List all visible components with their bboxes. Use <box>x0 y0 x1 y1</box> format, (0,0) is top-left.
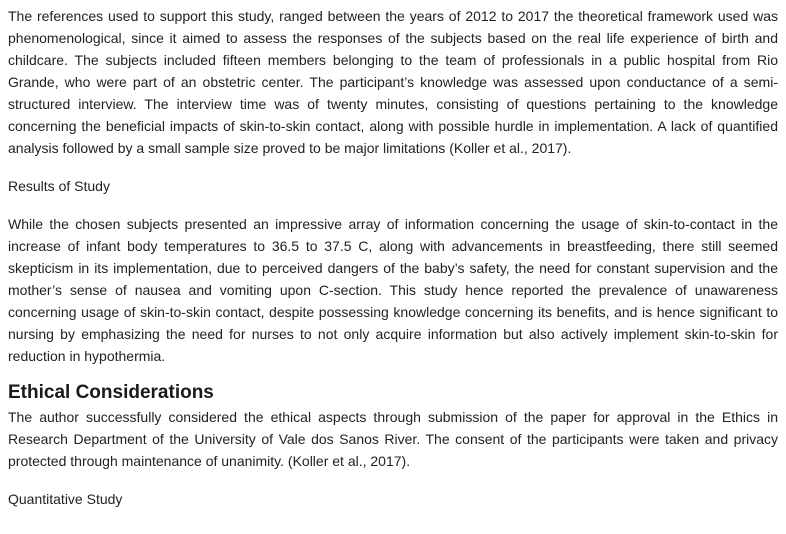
methodology-paragraph: The references used to support this study, ranged between the years of 2012 to 2017 the theoretical framework used was phenomenological, since it aimed to assess the responses of the subjects based on the real life experience of birth and childcare. The subjects included fifteen members belonging to the team of professionals in a public hospital from Rio Grande, who were part of an obstetric center. The participant’s knowledge was assessed upon conductance of a semi-structured interview. The interview time was of twenty minutes, consisting of questions pertaining to the knowledge concerning the beneficial impacts of skin-to-skin contact, along with possible hurdle in implementation. A lack of quantified analysis followed by a small sample size proved to be major limitations (Koller et al., 2017). <box>8 8 778 156</box>
spacer <box>8 197 778 213</box>
spacer <box>8 159 778 175</box>
results-of-study-label: Results of Study <box>8 178 110 194</box>
ethics-paragraph: The author successfully considered the ethical aspects through submission of the paper for approval in the Ethics in Research Department of the University of Vale dos Sanos River. The consent of the participants were taken and privacy protected through maintenance of unanimity. (Koller et al., 2017). <box>8 409 778 469</box>
results-paragraph: While the chosen subjects presented an impressive array of information concerning the usage of skin-to-contact in the increase of infant body temperatures to 36.5 to 37.5 C, along with advancements in breastfeeding, there still seemed skepticism in its implementation, due to perceived dangers of the baby’s safety, the need for constant supervision and the mother’s sense of nausea and vomiting upon C-section. This study hence reported the prevalence of unawareness concerning usage of skin-to-skin contact, despite possessing knowledge concerning its benefits, and is hence significant to nursing by emphasizing the need for nurses to not only acquire information but also actively implement skin-to-skin for reduction in hypothermia. <box>8 216 778 364</box>
ethical-considerations-heading: Ethical Considerations <box>8 382 214 403</box>
spacer <box>8 472 778 488</box>
document-page <box>8 0 778 510</box>
quantitative-study-label: Quantitative Study <box>8 491 123 507</box>
spacer <box>8 367 778 380</box>
